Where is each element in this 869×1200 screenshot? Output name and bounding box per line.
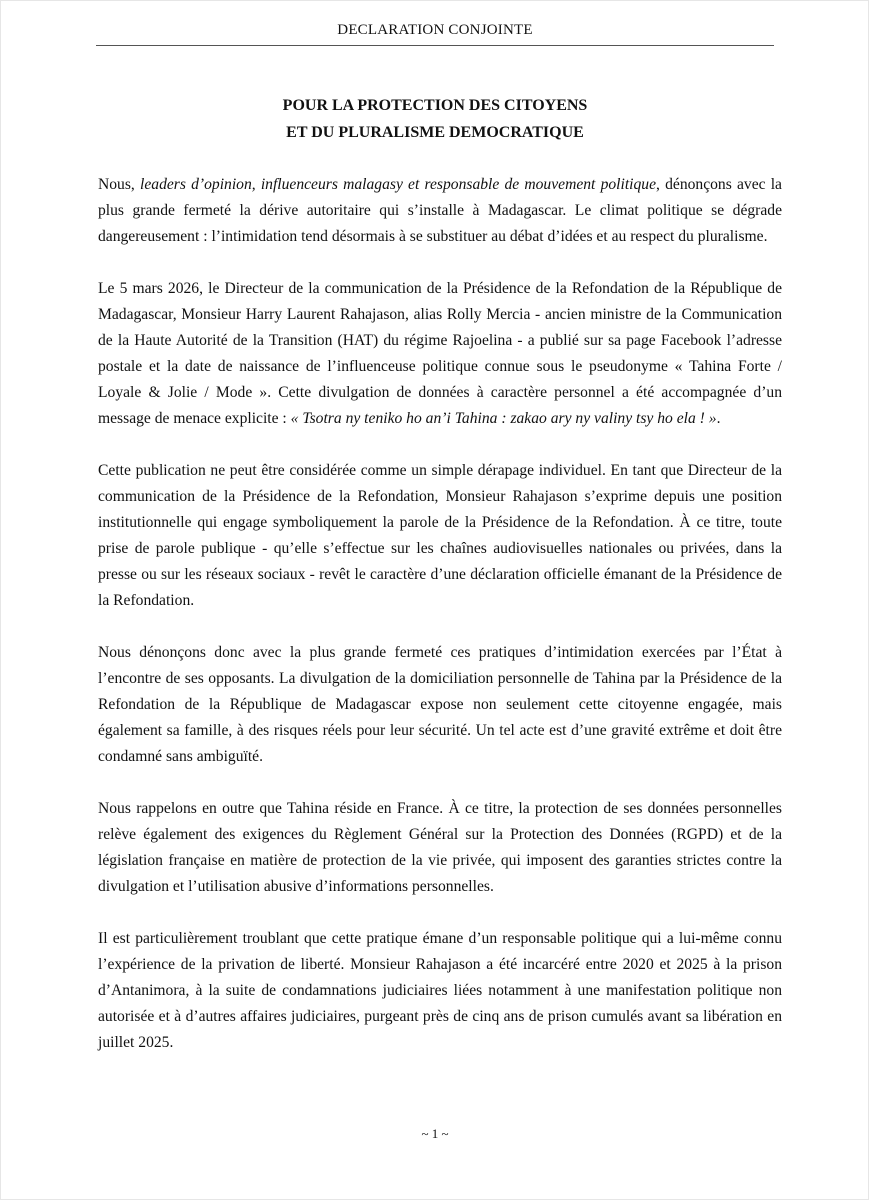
paragraph-1 [98, 172, 782, 250]
paragraph-1-text-b: , dénonçons avec la plus grande fermeté la dérive autoritaire qui s’installe à Madagascar. Le climat politique se dégrade dangereusement : l’intimidation tend désormais à se substituer au débat d’idées et au respect du pluralisme. [98, 176, 782, 245]
paragraph-2 [98, 276, 782, 432]
paragraph-1-emphasis: leaders d’opinion, influenceurs malagasy et responsable de mouvement politique [140, 176, 657, 193]
page-number: ~ 1 ~ [421, 1126, 449, 1141]
paragraph-2-text-a: Le 5 mars 2026, le Directeur de la communication de la Présidence de la Refondation de la République de Madagascar, Monsieur Harry Laurent Rahajason, alias Rolly Mercia - ancien ministre de la Communication de la Haute Autorité de la Transition (HAT) du régime Rajoelina - a publié sur sa page Facebook l’adresse postale et la date de naissance de l’influenceuse politique connue sous le pseudonyme « Tahina Forte / Loyale & Jolie / Mode ». Cette divulgation de données à caractère personnel a été accompagnée d’un message de menace explicite : [98, 280, 782, 427]
paragraph-2-quote: « Tsotra ny teniko ho an’i Tahina : zakao ary ny valiny tsy ho ela ! » [290, 410, 717, 427]
paragraph-1-text-a: Nous, [98, 176, 141, 193]
document-body [98, 172, 782, 1082]
paragraph-2-text-b: . [716, 410, 721, 427]
title-line-2: ET DU PLURALISME DEMOCRATIQUE [286, 124, 584, 141]
paragraph-3: Cette publication ne peut être considérée comme un simple dérapage individuel. En tant que Directeur de la communication de la Présidence de la Refondation, Monsieur Rahajason s’exprime depuis une position institutionnelle qui engage symboliquement la parole de la Présidence de la Refondation. À ce titre, toute prise de parole publique - qu’elle s’effectue sur les chaînes audiovisuelles nationales ou privées, dans la presse ou sur les réseaux sociaux - revêt le caractère d’une déclaration officielle émanant de la Présidence de la Refondation. [98, 462, 782, 609]
paragraph-4: Nous dénonçons donc avec la plus grande fermeté ces pratiques d’intimidation exercées par l’État à l’encontre de ses opposants. La divulgation de la domiciliation personnelle de Tahina par la Présidence de la Refondation de la République de Madagascar expose non seulement cette citoyenne engagée, mais également sa famille, à des risques réels pour leur sécurité. Un tel acte est d’une gravité extrême et doit être condamné sans ambiguïté. [98, 644, 782, 765]
paragraph-6: Il est particulièrement troublant que cette pratique émane d’un responsable politique qui a lui-même connu l’expérience de la privation de liberté. Monsieur Rahajason a été incarcéré entre 2020 et 2025 à la prison d’Antanimora, à la suite de condamnations judiciaires liées notamment à une manifestation politique non autorisée et à d’autres affaires judiciaires, purgeant près de cinq ans de prison cumulés avant sa libération en juillet 2025. [98, 930, 782, 1051]
paragraph-5: Nous rappelons en outre que Tahina réside en France. À ce titre, la protection de ses données personnelles relève également des exigences du Règlement Général sur la Protection des Données (RGPD) et de la législation française en matière de protection de la vie privée, qui imposent des garanties strictes contre la divulgation et l’utilisation abusive d’informations personnelles. [98, 800, 782, 895]
document-header: DECLARATION CONJOINTE [96, 22, 774, 46]
document-title [96, 92, 774, 146]
title-line-1: POUR LA PROTECTION DES CITOYENS [282, 97, 588, 114]
